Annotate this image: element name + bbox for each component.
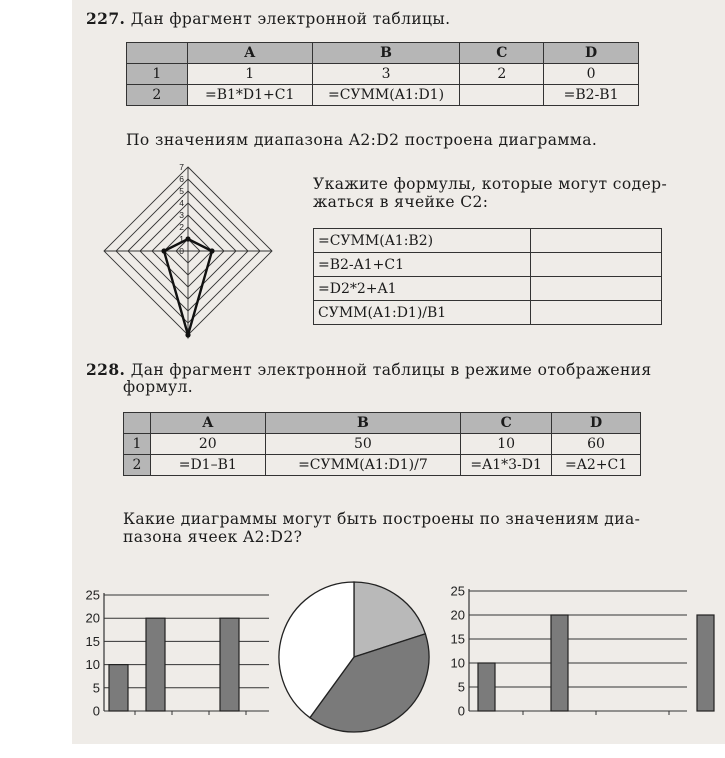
row-header: 2 xyxy=(127,85,188,106)
option-row xyxy=(314,301,662,325)
radar-tick-label: 7 xyxy=(179,162,184,172)
bar-tick-label: 5 xyxy=(92,680,100,696)
column-header: A xyxy=(150,413,265,434)
radar-point xyxy=(185,332,190,337)
radar-tick-label: 0 xyxy=(179,246,184,256)
task-228-question-line2: пазона ячеек A2:D2? xyxy=(123,528,303,546)
cell: =D1–B1 xyxy=(150,455,265,476)
table-row xyxy=(124,455,641,476)
radar-tick-label: 1 xyxy=(179,234,184,244)
task-227-heading xyxy=(86,11,451,28)
bar-tick-label: 0 xyxy=(457,703,465,719)
task-228-number: 228. xyxy=(86,360,126,379)
bar-tick-label: 5 xyxy=(457,679,465,695)
radar-tick-label: 6 xyxy=(179,174,184,184)
radar-point xyxy=(209,248,214,253)
cell: =B1*D1+C1 xyxy=(187,85,312,106)
task-227-number: 227. xyxy=(86,9,126,28)
radar-chart xyxy=(100,163,280,343)
cell: 50 xyxy=(265,434,461,455)
bar-tick-label: 20 xyxy=(85,610,100,626)
column-header: B xyxy=(265,413,461,434)
bar-tick-label: 15 xyxy=(85,633,100,649)
radar-tick-label: 2 xyxy=(179,222,184,232)
bar-tick-label: 25 xyxy=(450,583,465,599)
bar-chart-1 xyxy=(74,585,274,725)
column-header: C xyxy=(460,43,544,64)
bar xyxy=(146,618,165,711)
task-227-question-line2: жаться в ячейке C2: xyxy=(313,193,489,211)
option-row xyxy=(314,277,662,301)
table-row xyxy=(127,64,639,85)
bar xyxy=(220,618,239,711)
header-row xyxy=(127,43,639,64)
radar-point xyxy=(161,248,166,253)
cell: 3 xyxy=(312,64,460,85)
cell: 1 xyxy=(187,64,312,85)
cell: 0 xyxy=(544,64,639,85)
task-228-title-line2: формул. xyxy=(123,378,194,396)
radar-tick-label: 4 xyxy=(179,198,184,208)
column-header: C xyxy=(461,413,552,434)
cell: 10 xyxy=(461,434,552,455)
corner-cell xyxy=(127,43,188,64)
cell: =СУММ(A1:D1) xyxy=(312,85,460,106)
row-header: 1 xyxy=(127,64,188,85)
option-row xyxy=(314,229,662,253)
radar-point xyxy=(185,236,190,241)
bar xyxy=(478,663,495,711)
row-header: 2 xyxy=(124,455,151,476)
task-227-title: Дан фрагмент электронной таблицы. xyxy=(130,10,451,28)
task-227-spreadsheet xyxy=(126,42,639,106)
option-row xyxy=(314,253,662,277)
option-formula: =СУММ(A1:B2) xyxy=(314,229,531,253)
column-header: A xyxy=(187,43,312,64)
task-227-text: По значениям диапазона A2:D2 построена диаграмма. xyxy=(126,131,598,149)
task-228-question-line1: Какие диаграммы могут быть построены по значениям диа- xyxy=(123,510,641,528)
option-formula: =B2-A1+C1 xyxy=(314,253,531,277)
table-row xyxy=(127,85,639,106)
answer-cell[interactable] xyxy=(530,253,661,277)
table-row xyxy=(124,434,641,455)
cell: =A2+C1 xyxy=(552,455,641,476)
option-formula: =D2*2+A1 xyxy=(314,277,531,301)
bar-tick-label: 0 xyxy=(92,703,100,719)
answer-cell[interactable] xyxy=(530,229,661,253)
bar-tick-label: 10 xyxy=(450,655,465,671)
cell: =A1*3-D1 xyxy=(461,455,552,476)
bar-chart-2 xyxy=(442,578,692,718)
cell: 2 xyxy=(460,64,544,85)
bar-tick-label: 25 xyxy=(85,587,100,603)
answer-cell[interactable] xyxy=(530,277,661,301)
column-header: D xyxy=(552,413,641,434)
column-header: D xyxy=(544,43,639,64)
cell xyxy=(460,85,544,106)
cell: =СУММ(A1:D1)/7 xyxy=(265,455,461,476)
task-228-spreadsheet xyxy=(123,412,641,476)
bar-tick-label: 15 xyxy=(450,631,465,647)
bar-tick-label: 10 xyxy=(85,657,100,673)
cell: 20 xyxy=(150,434,265,455)
option-formula: СУММ(A1:D1)/B1 xyxy=(314,301,531,325)
bar xyxy=(697,615,714,711)
radar-tick-label: 5 xyxy=(179,186,184,196)
bar-tick-label: 20 xyxy=(450,607,465,623)
pie-chart xyxy=(276,577,436,737)
cell: 60 xyxy=(552,434,641,455)
cell: =B2-B1 xyxy=(544,85,639,106)
column-header: B xyxy=(312,43,460,64)
radar-tick-label: 3 xyxy=(179,210,184,220)
bar xyxy=(551,615,568,711)
answer-cell[interactable] xyxy=(530,301,661,325)
task-227-options xyxy=(313,228,662,325)
header-row xyxy=(124,413,641,434)
task-228-heading xyxy=(86,362,652,379)
task-227-question-line1: Укажите формулы, которые могут содер- xyxy=(313,175,668,193)
bar xyxy=(109,665,128,711)
task-228-title-line1: Дан фрагмент электронной таблицы в режиме отображения xyxy=(130,361,652,379)
row-header: 1 xyxy=(124,434,151,455)
corner-cell xyxy=(124,413,151,434)
